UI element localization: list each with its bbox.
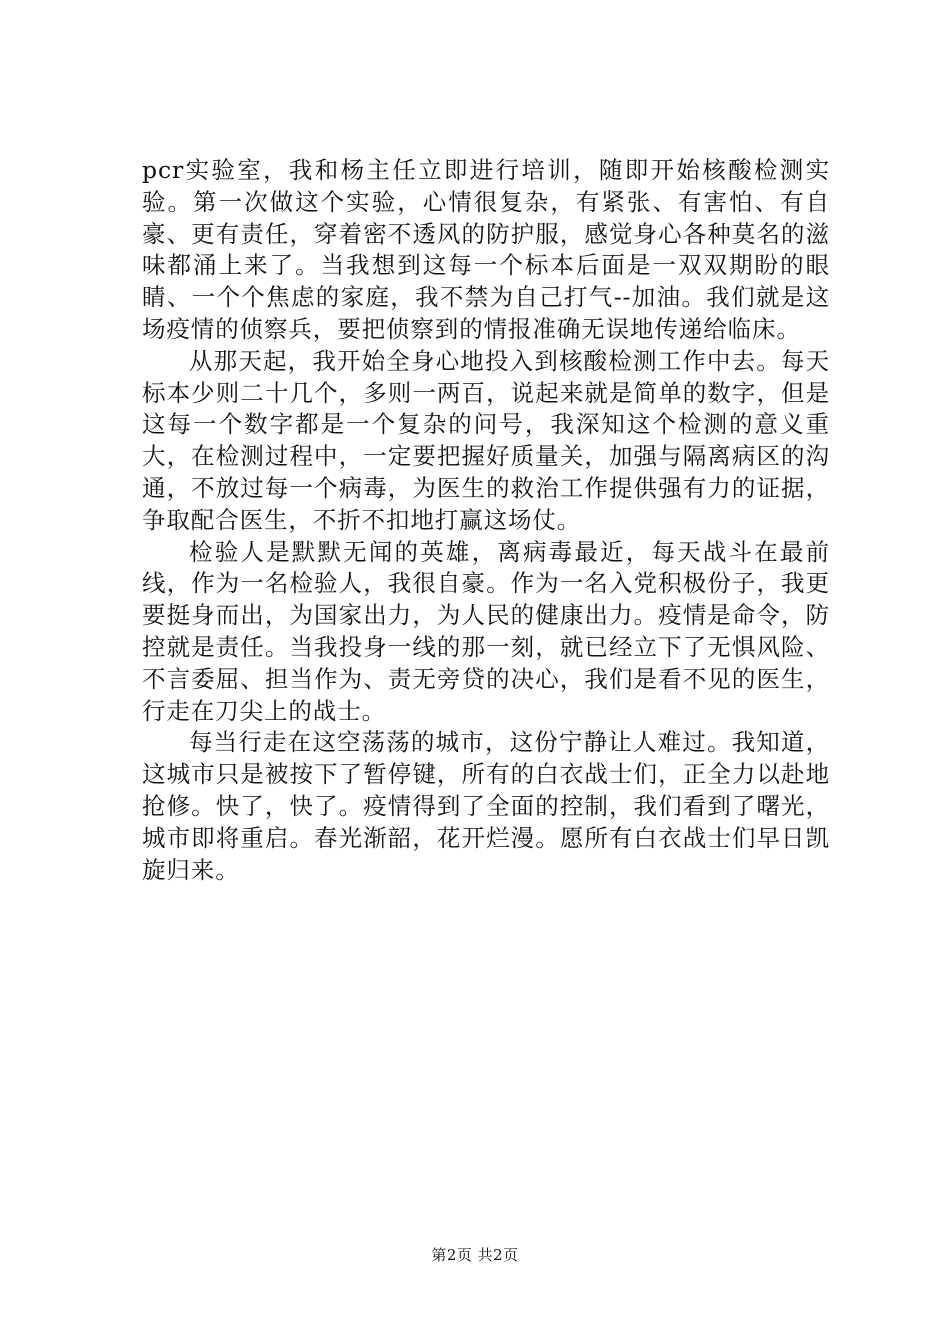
paragraph-2: 从那天起，我开始全身心地投入到核酸检测工作中去。每天标本少则二十几个，多则一两百，说起来就是简单的数字，但是这每一个数字都是一个复杂的问号，我深知这个检测的意义重大，在检测过程中，一定要把握好质量关，加强与隔离病区的沟通，不放过每一个病毒，为医生的救治工作提供强有力的证据，争取配合医生，不折不扣地打赢这场仗。 bbox=[142, 346, 830, 534]
document-body bbox=[142, 155, 830, 886]
paragraph-4: 每当行走在这空荡荡的城市，这份宁静让人难过。我知道，这城市只是被按下了暂停键，所有的白衣战士们，正全力以赴地抢修。快了，快了。疫情得到了全面的控制，我们看到了曙光，城市即将重启。春光渐韶，花开烂漫。愿所有白衣战士们早日凯旋归来。 bbox=[142, 728, 830, 884]
paragraph-3: 检验人是默默无闻的英雄，离病毒最近，每天战斗在最前线，作为一名检验人，我很自豪。作为一名入党积极份子，我更要挺身而出，为国家出力，为人民的健康出力。疫情是命令，防控就是责任。当我投身一线的那一刻，就已经立下了无惧风险、不言委屈、担当作为、责无旁贷的决心，我们是看不见的医生，行走在刀尖上的战士。 bbox=[142, 537, 830, 725]
page-number-footer: 第2页 共2页 bbox=[431, 1246, 519, 1264]
paragraph-1: pcr实验室，我和杨主任立即进行培训，随即开始核酸检测实验。第一次做这个实验，心情很复杂，有紧张、有害怕、有自豪、更有责任，穿着密不透风的防护服，感觉身心各种莫名的滋味都涌上来了。当我想到这每一个标本后面是一双双期盼的眼睛、一个个焦虑的家庭，我不禁为自己打气--加油。我们就是这场疫情的侦察兵，要把侦察到的情报准确无误地传递给临床。 bbox=[142, 156, 830, 343]
